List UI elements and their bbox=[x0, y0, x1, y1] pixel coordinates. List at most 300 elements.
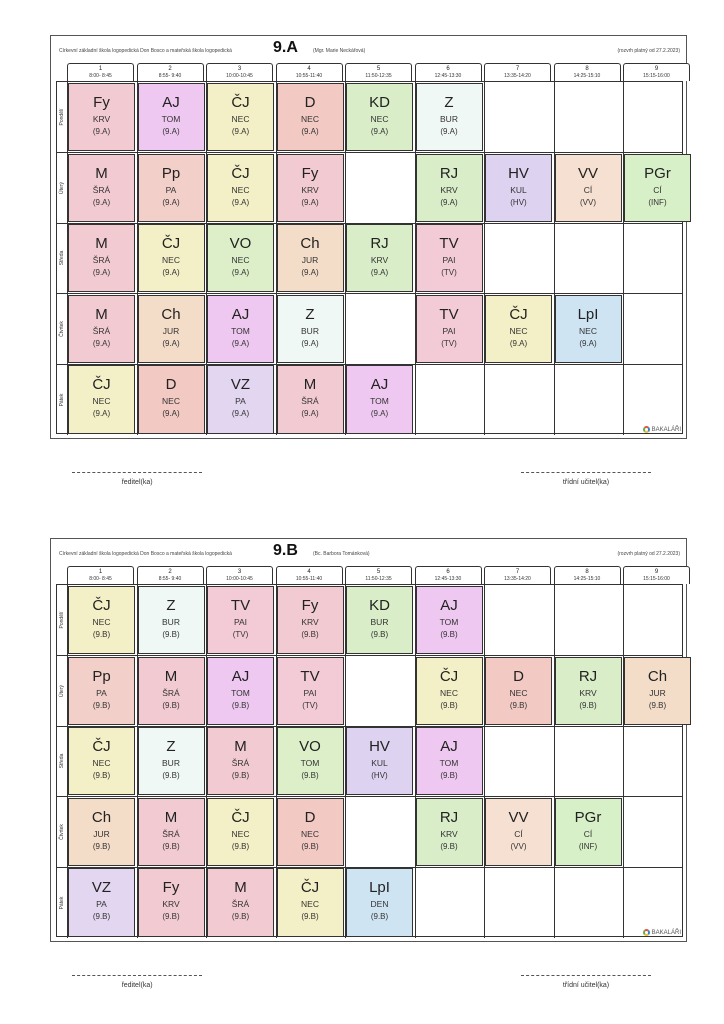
lesson-cell bbox=[138, 727, 205, 795]
timetable-sheet-9b bbox=[50, 538, 687, 942]
brand-label: BAKALÁŘI bbox=[651, 929, 681, 936]
lesson-cell bbox=[555, 798, 622, 866]
lesson-room: (9.B) bbox=[92, 630, 111, 639]
period-slot bbox=[623, 294, 693, 364]
lesson-teacher: NEC bbox=[92, 617, 111, 627]
day-label-cell bbox=[57, 656, 67, 726]
lesson-subject: VZ bbox=[91, 879, 112, 896]
period-number: 3 bbox=[237, 569, 242, 575]
lesson-teacher: KRV bbox=[92, 114, 111, 124]
lesson-subject: RJ bbox=[370, 235, 389, 252]
lesson-cell bbox=[207, 83, 274, 151]
lesson-subject: PGr bbox=[574, 808, 602, 826]
lesson-cell bbox=[416, 154, 483, 222]
lesson-room: (9.A) bbox=[231, 409, 250, 418]
lesson-subject: VO bbox=[299, 738, 321, 755]
lesson-teacher: NEC bbox=[231, 184, 250, 195]
validity-note: (rozvrh platný od 27.2.2023) bbox=[617, 48, 680, 54]
lesson-cell bbox=[277, 154, 344, 222]
lesson-room: (9.B) bbox=[440, 630, 458, 639]
signature-director bbox=[72, 472, 202, 487]
lesson-room: (9.A) bbox=[162, 197, 180, 207]
bakalari-brand bbox=[643, 929, 681, 936]
day-name: Pátek bbox=[59, 896, 65, 909]
lesson-teacher: NEC bbox=[370, 114, 389, 124]
lesson-room: (9.A) bbox=[231, 338, 250, 348]
lesson-cell bbox=[277, 798, 344, 866]
period-slot bbox=[345, 153, 415, 223]
lesson-teacher: ŠRÁ bbox=[231, 899, 250, 909]
lesson-room: (9.A) bbox=[301, 197, 319, 207]
lesson-cell bbox=[207, 586, 274, 654]
lesson-room: (9.B) bbox=[440, 841, 458, 851]
day-name: Středa bbox=[59, 753, 65, 769]
lesson-subject: TV bbox=[300, 667, 320, 685]
lesson-cell bbox=[68, 83, 135, 151]
lesson-subject: Fy bbox=[93, 94, 110, 111]
lesson-cell bbox=[138, 657, 205, 725]
lesson-teacher: BUR bbox=[301, 325, 319, 336]
period-header-3 bbox=[206, 566, 273, 584]
lesson-teacher: KUL bbox=[371, 758, 388, 768]
lesson-room: (VV) bbox=[580, 197, 596, 207]
signature-label: třídní učitel(ka) bbox=[562, 982, 610, 989]
lesson-subject: AJ bbox=[370, 376, 389, 393]
timetable-grid bbox=[56, 81, 683, 434]
lesson-cell bbox=[555, 295, 622, 363]
day-name: Čtvrtek bbox=[59, 320, 65, 337]
lesson-subject: RJ bbox=[578, 667, 598, 685]
lesson-room: (9.A) bbox=[301, 409, 319, 418]
lesson-teacher: JUR bbox=[93, 828, 110, 839]
lesson-subject: KD bbox=[369, 94, 390, 111]
period-slot bbox=[345, 797, 415, 867]
lesson-cell bbox=[277, 295, 344, 363]
day-name: Úterý bbox=[59, 684, 65, 697]
lesson-subject: ČJ bbox=[92, 738, 111, 755]
period-time: 14:25-15:10 bbox=[573, 73, 601, 79]
lesson-cell bbox=[277, 83, 344, 151]
lesson-subject: M bbox=[234, 738, 247, 755]
period-slot bbox=[345, 656, 415, 726]
lesson-room: (9.B) bbox=[162, 841, 180, 851]
timetable-sheet-9a bbox=[50, 35, 687, 439]
lesson-teacher: TOM bbox=[231, 325, 250, 336]
lesson-subject: LpI bbox=[577, 305, 599, 323]
day-row bbox=[57, 585, 682, 656]
bakalari-logo-icon bbox=[643, 929, 650, 936]
lesson-teacher: ŠRÁ bbox=[92, 184, 111, 195]
lesson-room: (9.A) bbox=[579, 338, 597, 348]
day-row bbox=[57, 726, 682, 797]
lesson-room: (9.A) bbox=[231, 268, 250, 277]
lesson-room: (9.B) bbox=[162, 771, 180, 780]
lesson-room: (9.B) bbox=[231, 912, 250, 921]
lesson-room: (9.B) bbox=[92, 771, 111, 780]
lesson-teacher: NEC bbox=[162, 255, 180, 265]
lesson-cell bbox=[485, 657, 552, 725]
lesson-teacher: KRV bbox=[579, 687, 597, 698]
lesson-room: (9.A) bbox=[301, 268, 319, 277]
lesson-cell bbox=[485, 798, 552, 866]
lesson-cell bbox=[68, 657, 135, 725]
lesson-room: (9.B) bbox=[301, 841, 319, 851]
class-teacher: (Mgr. Marie Neckářová) bbox=[313, 48, 366, 54]
lesson-subject: ČJ bbox=[92, 376, 111, 393]
lesson-subject: ČJ bbox=[439, 667, 459, 685]
period-header-6 bbox=[415, 566, 482, 584]
lesson-cell bbox=[416, 224, 483, 292]
period-slot bbox=[623, 726, 693, 796]
lesson-subject: Z bbox=[305, 305, 315, 323]
lesson-subject: Fy bbox=[301, 164, 319, 182]
lesson-subject: ČJ bbox=[231, 94, 250, 111]
day-row bbox=[57, 153, 682, 224]
lesson-room: (9.B) bbox=[231, 841, 250, 851]
period-header-1 bbox=[67, 63, 134, 81]
lesson-subject: Z bbox=[166, 738, 176, 755]
lesson-teacher: TOM bbox=[370, 396, 389, 406]
period-slot bbox=[484, 223, 554, 293]
lesson-room: (9.B) bbox=[162, 630, 180, 639]
lesson-teacher: DEN bbox=[370, 899, 389, 909]
class-name: 9.A bbox=[273, 39, 298, 56]
period-number: 5 bbox=[376, 66, 381, 72]
lesson-room: (9.B) bbox=[231, 771, 250, 780]
lesson-subject: ČJ bbox=[231, 808, 250, 826]
lesson-cell bbox=[277, 657, 344, 725]
lesson-cell bbox=[138, 83, 205, 151]
lesson-room: (9.B) bbox=[440, 700, 458, 710]
lesson-teacher: NEC bbox=[301, 899, 319, 909]
lesson-teacher: ŠRÁ bbox=[162, 687, 180, 698]
period-number: 1 bbox=[98, 66, 103, 72]
timetable-grid bbox=[56, 584, 683, 937]
lesson-subject: Fy bbox=[162, 879, 180, 896]
period-header-6 bbox=[415, 63, 482, 81]
lesson-teacher: CÍ bbox=[653, 184, 662, 195]
lesson-room: (9.A) bbox=[92, 409, 111, 418]
period-time: 8:55- 9:40 bbox=[158, 576, 182, 582]
lesson-cell bbox=[207, 224, 274, 292]
period-header-8 bbox=[554, 566, 621, 584]
lesson-cell bbox=[68, 224, 135, 292]
day-label-cell bbox=[57, 82, 67, 152]
period-number: 9 bbox=[654, 66, 659, 72]
period-slot bbox=[554, 223, 624, 293]
bakalari-logo-icon bbox=[643, 426, 650, 433]
period-slot bbox=[415, 867, 485, 938]
lesson-room: (9.A) bbox=[231, 127, 250, 136]
lesson-teacher: PA bbox=[96, 687, 107, 698]
period-number: 2 bbox=[168, 66, 172, 72]
lesson-teacher: ŠRÁ bbox=[231, 758, 250, 768]
signature-label: ředitel(ka) bbox=[121, 982, 153, 989]
lesson-subject: AJ bbox=[231, 667, 250, 685]
lesson-subject: Z bbox=[166, 597, 176, 614]
lesson-cell bbox=[138, 224, 205, 292]
lesson-subject: HV bbox=[369, 738, 390, 755]
day-row bbox=[57, 656, 682, 727]
lesson-subject: ČJ bbox=[300, 879, 320, 896]
lesson-cell bbox=[207, 154, 274, 222]
lesson-cell bbox=[346, 727, 413, 795]
lesson-subject: M bbox=[234, 879, 247, 896]
lesson-teacher: NEC bbox=[231, 114, 250, 124]
period-slot bbox=[484, 82, 554, 152]
lesson-teacher: KRV bbox=[162, 899, 180, 909]
day-name: Pondělí bbox=[59, 611, 65, 629]
lesson-room: (9.B) bbox=[509, 700, 528, 710]
signature-label: třídní učitel(ka) bbox=[562, 479, 610, 486]
day-name: Úterý bbox=[59, 181, 65, 194]
lesson-room: (INF) bbox=[578, 841, 598, 851]
lesson-room: (9.B) bbox=[301, 630, 319, 639]
period-slot bbox=[484, 585, 554, 655]
lesson-cell bbox=[68, 727, 135, 795]
lesson-teacher: CÍ bbox=[583, 184, 593, 195]
period-number: 9 bbox=[654, 569, 659, 575]
lesson-room: (TV) bbox=[302, 700, 318, 710]
period-time: 12:45-13:30 bbox=[434, 576, 462, 582]
day-row bbox=[57, 223, 682, 294]
signature-label: ředitel(ka) bbox=[121, 479, 153, 486]
lesson-subject: Pp bbox=[161, 164, 181, 182]
period-slot bbox=[554, 364, 624, 435]
lesson-room: (9.B) bbox=[648, 700, 667, 710]
lesson-cell bbox=[68, 586, 135, 654]
lesson-teacher: NEC bbox=[92, 758, 111, 768]
period-number: 8 bbox=[585, 569, 589, 575]
lesson-teacher: NEC bbox=[231, 255, 250, 265]
lesson-cell bbox=[346, 83, 413, 151]
day-name: Pondělí bbox=[59, 108, 65, 126]
day-row bbox=[57, 867, 682, 938]
lesson-teacher: NEC bbox=[301, 828, 319, 839]
lesson-teacher: ŠRÁ bbox=[92, 255, 111, 265]
lesson-room: (9.A) bbox=[231, 197, 250, 207]
day-label-cell bbox=[57, 585, 67, 655]
lesson-room: (9.B) bbox=[162, 700, 180, 710]
lesson-teacher: NEC bbox=[579, 325, 597, 336]
sheet-header bbox=[51, 36, 686, 62]
day-name: Čtvrtek bbox=[59, 823, 65, 840]
lesson-room: (9.A) bbox=[440, 197, 458, 207]
lesson-room: (TV) bbox=[441, 268, 457, 277]
lesson-room: (9.A) bbox=[370, 409, 389, 418]
period-slot bbox=[623, 867, 693, 938]
lesson-room: (HV) bbox=[510, 197, 527, 207]
lesson-teacher: PA bbox=[165, 184, 177, 195]
lesson-room: (9.B) bbox=[92, 700, 111, 710]
day-label-cell bbox=[57, 153, 67, 223]
lesson-teacher: PA bbox=[96, 899, 107, 909]
period-time: 15:15-16:00 bbox=[643, 576, 670, 582]
lesson-teacher: BUR bbox=[440, 114, 458, 124]
lesson-teacher: NEC bbox=[440, 687, 458, 698]
period-number: 3 bbox=[237, 66, 242, 72]
lesson-room: (9.B) bbox=[162, 912, 180, 921]
lesson-subject: D bbox=[165, 376, 177, 393]
period-header-1 bbox=[67, 566, 134, 584]
lesson-subject: VV bbox=[577, 164, 598, 182]
lesson-cell bbox=[416, 586, 483, 654]
period-number: 4 bbox=[307, 66, 311, 72]
period-header-7 bbox=[484, 566, 551, 584]
lesson-teacher: TOM bbox=[231, 687, 250, 698]
period-header-4 bbox=[276, 63, 343, 81]
lesson-cell bbox=[555, 154, 622, 222]
lesson-teacher: BUR bbox=[162, 617, 180, 627]
lesson-cell bbox=[416, 83, 483, 151]
period-time: 8:00- 8:45 bbox=[89, 576, 112, 582]
lesson-teacher: JUR bbox=[162, 325, 180, 336]
lesson-room: (9.A) bbox=[92, 268, 111, 277]
lesson-room: (9.A) bbox=[162, 338, 180, 348]
lesson-teacher: NEC bbox=[301, 114, 319, 124]
period-time: 15:15-16:00 bbox=[643, 73, 670, 79]
lesson-teacher: ŠRÁ bbox=[162, 828, 180, 839]
lesson-cell bbox=[207, 798, 274, 866]
lesson-cell bbox=[277, 727, 344, 795]
lesson-room: (9.B) bbox=[92, 841, 111, 851]
day-row bbox=[57, 364, 682, 435]
lesson-room: (9.A) bbox=[92, 197, 111, 207]
lesson-subject: AJ bbox=[440, 597, 458, 614]
period-header-9 bbox=[623, 566, 690, 584]
lesson-room: (9.A) bbox=[92, 127, 111, 136]
lesson-cell bbox=[207, 657, 274, 725]
lesson-room: (9.A) bbox=[440, 127, 458, 136]
day-name: Středa bbox=[59, 250, 65, 266]
lesson-subject: HV bbox=[508, 164, 529, 182]
period-number: 4 bbox=[307, 569, 311, 575]
lesson-room: (9.A) bbox=[370, 268, 389, 277]
lesson-cell bbox=[138, 868, 205, 937]
period-number: 7 bbox=[515, 66, 520, 72]
lesson-cell bbox=[277, 868, 344, 937]
lesson-room: (9.B) bbox=[370, 630, 389, 639]
lesson-cell bbox=[346, 586, 413, 654]
lesson-teacher: CÍ bbox=[583, 828, 593, 839]
lesson-teacher: TOM bbox=[300, 758, 320, 768]
period-number: 7 bbox=[515, 569, 520, 575]
lesson-room: (VV) bbox=[510, 841, 527, 851]
lesson-cell bbox=[485, 295, 552, 363]
lesson-teacher: KRV bbox=[440, 828, 458, 839]
lesson-subject: AJ bbox=[440, 738, 458, 755]
lesson-room: (9.A) bbox=[162, 268, 180, 277]
lesson-subject: ČJ bbox=[509, 305, 528, 323]
lesson-cell bbox=[207, 868, 274, 937]
lesson-subject: M bbox=[303, 376, 317, 393]
period-header-8 bbox=[554, 63, 621, 81]
day-row bbox=[57, 82, 682, 153]
signature-director bbox=[72, 975, 202, 990]
lesson-subject: D bbox=[513, 667, 524, 685]
lesson-subject: M bbox=[95, 305, 108, 323]
lesson-teacher: JUR bbox=[301, 255, 319, 265]
class-teacher: (Bc. Barbora Tománková) bbox=[313, 551, 370, 557]
day-row bbox=[57, 294, 682, 365]
lesson-subject: ČJ bbox=[231, 164, 250, 182]
lesson-room: (9.A) bbox=[162, 409, 180, 418]
lesson-teacher: PAI bbox=[442, 325, 456, 336]
period-slot bbox=[554, 867, 624, 938]
lesson-teacher: JUR bbox=[649, 687, 666, 698]
lesson-cell bbox=[207, 295, 274, 363]
lesson-teacher: CÍ bbox=[514, 828, 523, 839]
lesson-subject: Ch bbox=[647, 667, 668, 685]
lesson-cell bbox=[207, 365, 274, 434]
lesson-cell bbox=[346, 224, 413, 292]
day-name: Pátek bbox=[59, 393, 65, 406]
period-slot bbox=[484, 726, 554, 796]
lesson-subject: TV bbox=[439, 305, 459, 323]
lesson-subject: PGr bbox=[644, 164, 671, 182]
lesson-teacher: PAI bbox=[233, 617, 248, 627]
lesson-room: (9.A) bbox=[301, 338, 319, 348]
period-time: 13:35-14:20 bbox=[504, 73, 531, 79]
lesson-subject: RJ bbox=[439, 164, 459, 182]
lesson-subject: Z bbox=[444, 94, 454, 111]
sheet-header bbox=[51, 539, 686, 565]
period-time: 10:55-11:40 bbox=[295, 73, 323, 79]
lesson-teacher: TOM bbox=[439, 758, 459, 768]
lesson-cell bbox=[68, 365, 135, 434]
period-slot bbox=[345, 294, 415, 364]
lesson-teacher: PAI bbox=[442, 255, 456, 265]
lesson-subject: D bbox=[304, 808, 316, 826]
lesson-room: (9.B) bbox=[579, 700, 597, 710]
day-label-cell bbox=[57, 223, 67, 293]
lesson-cell bbox=[416, 727, 483, 795]
lesson-teacher: KRV bbox=[370, 255, 389, 265]
period-time: 11:50-12:35 bbox=[365, 576, 392, 582]
period-header-5 bbox=[345, 566, 412, 584]
day-label-cell bbox=[57, 797, 67, 867]
class-name: 9.B bbox=[273, 542, 298, 559]
lesson-cell bbox=[138, 365, 205, 434]
lesson-room: (TV) bbox=[232, 630, 249, 639]
lesson-cell bbox=[485, 154, 552, 222]
lesson-cell bbox=[68, 798, 135, 866]
lesson-room: (INF) bbox=[648, 197, 667, 207]
bakalari-brand bbox=[643, 426, 681, 433]
lesson-teacher: BUR bbox=[162, 758, 180, 768]
day-label-cell bbox=[57, 364, 67, 435]
lesson-room: (9.B) bbox=[440, 771, 458, 780]
period-number: 2 bbox=[168, 569, 172, 575]
brand-label: BAKALÁŘI bbox=[651, 426, 681, 433]
period-slot bbox=[554, 82, 624, 152]
lesson-subject: TV bbox=[439, 235, 459, 252]
day-row bbox=[57, 797, 682, 868]
lesson-subject: M bbox=[95, 235, 108, 252]
period-header-9 bbox=[623, 63, 690, 81]
lesson-room: (9.B) bbox=[301, 771, 319, 780]
lesson-subject: Fy bbox=[301, 597, 319, 614]
lesson-room: (9.A) bbox=[162, 127, 180, 136]
lesson-teacher: BUR bbox=[370, 617, 389, 627]
period-time: 10:00-10:45 bbox=[226, 73, 253, 79]
lesson-room: (TV) bbox=[441, 338, 457, 348]
lesson-cell bbox=[555, 657, 622, 725]
lesson-cell bbox=[138, 154, 205, 222]
lesson-subject: AJ bbox=[231, 305, 250, 323]
period-slot bbox=[484, 364, 554, 435]
lesson-subject: VV bbox=[508, 808, 529, 826]
